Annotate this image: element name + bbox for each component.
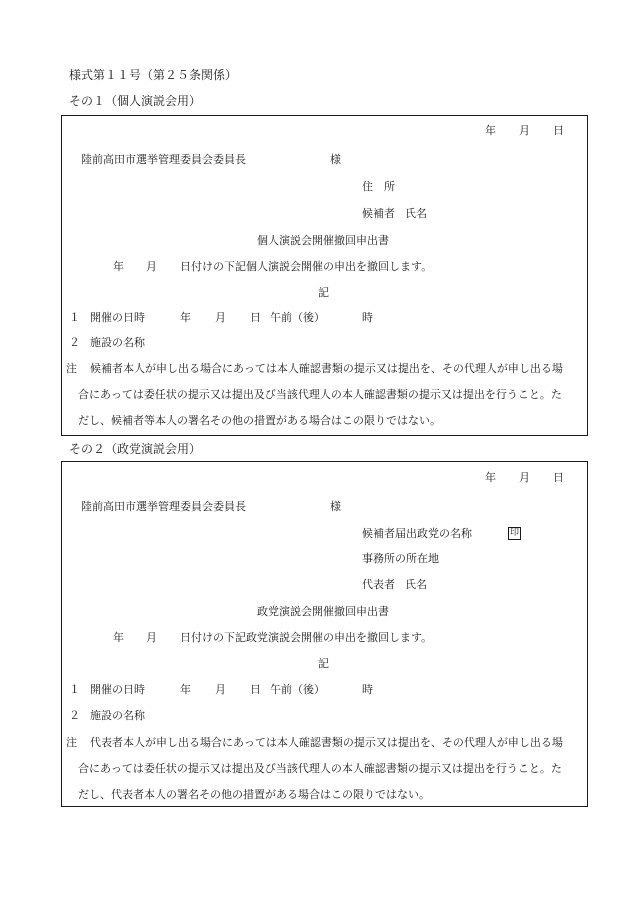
section1-item1-year: 年 [180, 311, 191, 324]
section1-body-month: 月 [146, 260, 157, 273]
section1-date-month: 月 [519, 124, 530, 137]
section1-item1-month: 月 [215, 311, 226, 324]
section2-body-text: 日付けの下記政党演説会開催の申出を撤回します。 [180, 631, 433, 644]
form-title: 様式第１１号（第２５条関係） [69, 68, 238, 82]
section1-note-line2: 合にあっては委任状の提示又は提出及び当該代理人の本人確認書類の提示又は提出を行うこと。た [78, 388, 562, 401]
section1-candidate-label: 候補者 [362, 207, 395, 220]
section1-note-line1: 候補者本人が申し出る場合にあっては本人確認書類の提示又は提出を、その代理人が申し出る場 [90, 362, 563, 375]
section1-item1-hour: 時 [362, 311, 373, 324]
section2-note-label: 注 [66, 736, 77, 749]
seal-mark: 印 [509, 528, 519, 538]
section1-item1-label: 開催の日時 [90, 311, 145, 324]
section2-item1-year: 年 [180, 683, 191, 696]
section2-body-year: 年 [113, 631, 124, 644]
section2-date-month: 月 [519, 471, 530, 484]
section2-item1-day: 日 [250, 683, 261, 696]
section1-item1-day: 日 [250, 311, 261, 324]
section2-date-day: 日 [553, 471, 564, 484]
section2-item1-ampm: 午前（後） [270, 683, 325, 696]
section1-date-year: 年 [485, 124, 496, 137]
section1-heading: その１（個人演説会用） [69, 94, 202, 108]
section2-addressee: 陸前高田市選挙管理委員会委員長 [81, 500, 246, 513]
section1-doc-title: 個人演説会開催撤回申出書 [257, 234, 389, 247]
section2-note-line3: だし、代表者本人の署名その他の措置がある場合はこの限りではない。 [78, 788, 430, 801]
section1-note-line3: だし、候補者等本人の署名その他の措置がある場合はこの限りではない。 [78, 414, 441, 427]
section1-name-label: 氏名 [405, 207, 427, 220]
section1-item1-num: １ [69, 311, 80, 324]
section2-item1-num: １ [69, 683, 80, 696]
section2-date-year: 年 [485, 471, 496, 484]
section2-rep-label: 代表者 [362, 578, 395, 591]
section2-honorific: 様 [330, 500, 341, 513]
section1-item2-label: 施設の名称 [90, 336, 145, 349]
section2-party-label: 候補者届出政党の名称 [362, 527, 472, 540]
section1-date-day: 日 [553, 124, 564, 137]
section1-item1-ampm: 午前（後） [270, 311, 325, 324]
section1-ki: 記 [318, 286, 329, 299]
section1-note-label: 注 [66, 362, 77, 375]
section2-item2-label: 施設の名称 [90, 709, 145, 722]
section2-item2-num: ２ [69, 709, 80, 722]
section2-item1-month: 月 [215, 683, 226, 696]
section2-ki: 記 [318, 657, 329, 670]
section2-name-label: 氏名 [405, 578, 427, 591]
section2-doc-title: 政党演説会開催撤回申出書 [257, 605, 389, 618]
section2-office-label: 事務所の所在地 [362, 552, 439, 565]
section2-note-line1: 代表者本人が申し出る場合にあっては本人確認書類の提示又は提出を、その代理人が申し出る場 [90, 736, 563, 749]
section1-body-text: 日付けの下記個人演説会開催の申出を撤回します。 [180, 260, 433, 273]
section1-addressee: 陸前高田市選挙管理委員会委員長 [81, 153, 246, 166]
section1-honorific: 様 [330, 153, 341, 166]
section2-note-line2: 合にあっては委任状の提示又は提出及び当該代理人の本人確認書類の提示又は提出を行うこと。た [78, 762, 562, 775]
section2-item1-label: 開催の日時 [90, 683, 145, 696]
section1-item2-num: ２ [69, 336, 80, 349]
section2-body-month: 月 [146, 631, 157, 644]
section1-body-year: 年 [113, 260, 124, 273]
section2-heading: その２（政党演説会用） [69, 442, 202, 456]
section2-item1-hour: 時 [362, 683, 373, 696]
section1-address-label: 住 所 [362, 180, 395, 193]
